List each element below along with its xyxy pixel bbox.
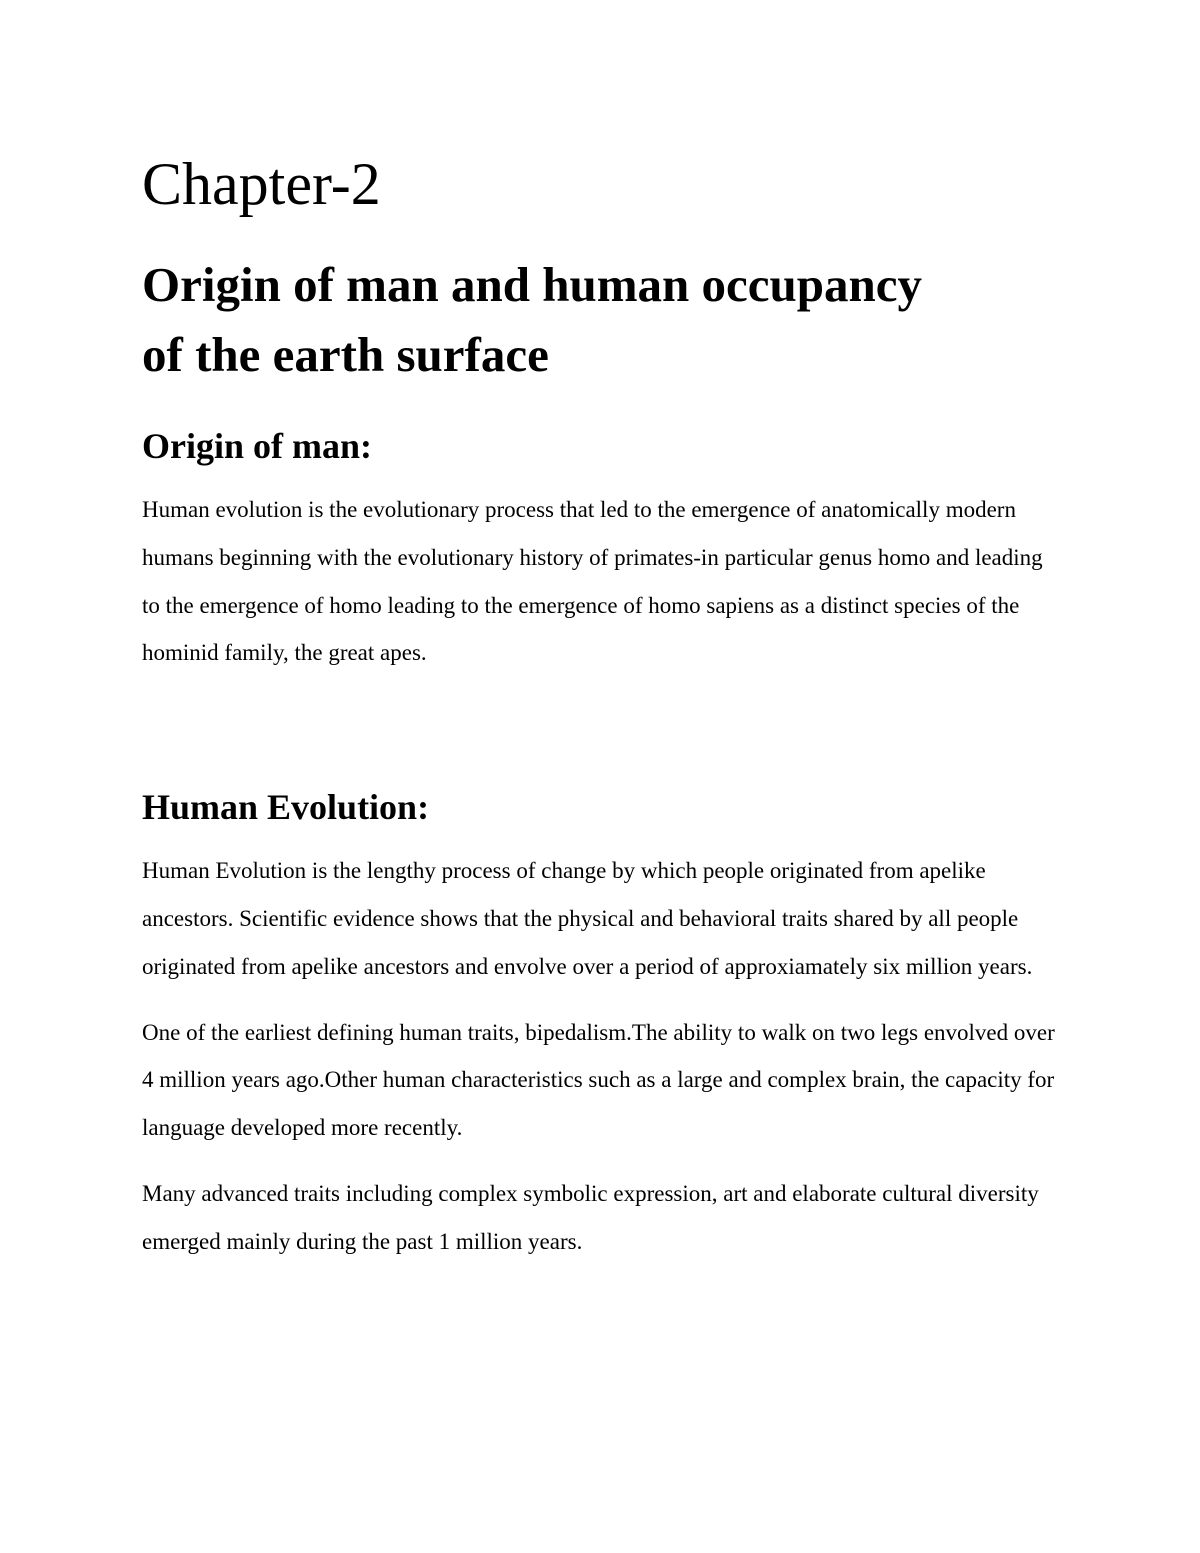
- paragraph-origin-of-man: Human evolution is the evolutionary process that led to the emergence of anatomically modern humans beginning with the evolutionary history of primates-in particular genus homo and leading to the emergence of homo leading to the emergence of homo sapiens as a distinct species of the hominid family, the great apes.: [142, 497, 1043, 666]
- paragraph-human-evolution-1: Human Evolution is the lengthy process of change by which people originated from apelike ancestors. Scientific evidence shows that the physical and behavioral traits shared by all people originated from apelike ancestors and envolve over a period of approxiamately six million years.: [142, 858, 1033, 979]
- main-heading-line-1: Origin of man and human occupancy: [142, 257, 923, 312]
- chapter-title: Chapter-2: [142, 151, 381, 217]
- main-heading: [142, 250, 1062, 390]
- section-heading-origin-of-man: Origin of man:: [142, 426, 372, 466]
- paragraph-human-evolution-3: Many advanced traits including complex symbolic expression, art and elaborate cultural diversity emerged mainly during the past 1 million years.: [142, 1180, 1039, 1254]
- document-content: [142, 148, 1062, 1266]
- paragraph-human-evolution-2: One of the earliest defining human traits, bipedalism.The ability to walk on two legs envolved over 4 million years ago.Other human characteristics such as a large and complex brain, the capacity for language developed more recently.: [142, 1019, 1055, 1141]
- section-heading-human-evolution: Human Evolution:: [142, 787, 430, 828]
- main-heading-line-2: of the earth surface: [142, 327, 549, 382]
